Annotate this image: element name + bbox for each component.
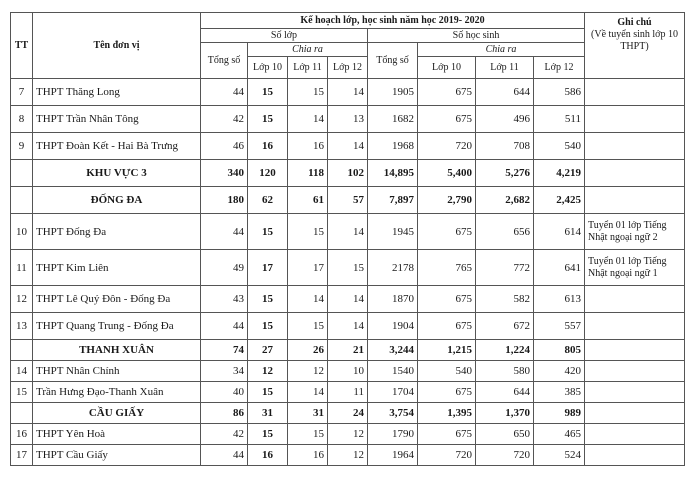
header-plan: Kế hoạch lớp, học sinh năm học 2019- 2020 — [201, 13, 585, 29]
row-classes-g11: 15 — [288, 313, 328, 340]
row-classes-total: 44 — [201, 79, 248, 106]
row-classes-g10: 15 — [248, 79, 288, 106]
row-classes-g12: 13 — [328, 106, 368, 133]
header-students-g11: Lớp 11 — [476, 57, 534, 79]
row-note: Tuyển 01 lớp Tiếng Nhật ngoại ngữ 1 — [585, 250, 685, 286]
row-students-total: 1870 — [368, 286, 418, 313]
header-classes: Số lớp — [201, 29, 368, 43]
row-students-g11: 582 — [476, 286, 534, 313]
row-name: THPT Thăng Long — [33, 79, 201, 106]
table-row — [11, 382, 685, 403]
row-classes-g12: 24 — [328, 403, 368, 424]
row-tt: 7 — [11, 79, 33, 106]
row-classes-g11: 31 — [288, 403, 328, 424]
row-classes-total: 34 — [201, 361, 248, 382]
row-students-g11: 708 — [476, 133, 534, 160]
row-classes-total: 340 — [201, 160, 248, 187]
row-classes-total: 43 — [201, 286, 248, 313]
row-students-g10: 1,395 — [418, 403, 476, 424]
header-classes-g10: Lớp 10 — [248, 57, 288, 79]
header-students: Số học sinh — [368, 29, 585, 43]
row-name: THPT Kim Liên — [33, 250, 201, 286]
row-classes-total: 42 — [201, 424, 248, 445]
row-name: THPT Cầu Giấy — [33, 445, 201, 466]
school-plan-table — [10, 12, 685, 466]
row-tt: 15 — [11, 382, 33, 403]
row-students-g11: 1,370 — [476, 403, 534, 424]
row-students-total: 1682 — [368, 106, 418, 133]
row-students-total: 2178 — [368, 250, 418, 286]
row-classes-g11: 12 — [288, 361, 328, 382]
header-classes-split: Chia ra — [248, 43, 368, 57]
row-students-total: 1790 — [368, 424, 418, 445]
table-body — [11, 79, 685, 466]
row-students-g10: 675 — [418, 79, 476, 106]
row-students-total: 3,754 — [368, 403, 418, 424]
row-classes-g12: 14 — [328, 214, 368, 250]
row-students-g12: 641 — [534, 250, 585, 286]
row-classes-g12: 12 — [328, 424, 368, 445]
row-students-total: 1540 — [368, 361, 418, 382]
note-title: Ghi chú — [617, 17, 652, 28]
row-students-g12: 586 — [534, 79, 585, 106]
row-classes-g11: 16 — [288, 133, 328, 160]
header-classes-g12: Lớp 12 — [328, 57, 368, 79]
row-tt: 14 — [11, 361, 33, 382]
row-classes-g11: 14 — [288, 106, 328, 133]
row-students-g11: 580 — [476, 361, 534, 382]
header-students-split: Chia ra — [418, 43, 585, 57]
row-classes-g12: 11 — [328, 382, 368, 403]
row-classes-total: 44 — [201, 214, 248, 250]
row-note — [585, 340, 685, 361]
row-students-g12: 557 — [534, 313, 585, 340]
row-classes-g11: 15 — [288, 79, 328, 106]
row-name: THPT Yên Hoà — [33, 424, 201, 445]
row-classes-g11: 14 — [288, 286, 328, 313]
row-note — [585, 361, 685, 382]
row-classes-g12: 102 — [328, 160, 368, 187]
row-students-g11: 496 — [476, 106, 534, 133]
row-name: THPT Trần Nhân Tông — [33, 106, 201, 133]
row-students-g11: 656 — [476, 214, 534, 250]
row-classes-g12: 12 — [328, 445, 368, 466]
row-tt: 13 — [11, 313, 33, 340]
row-students-g12: 4,219 — [534, 160, 585, 187]
row-classes-g12: 21 — [328, 340, 368, 361]
row-tt: 12 — [11, 286, 33, 313]
row-classes-total: 46 — [201, 133, 248, 160]
row-classes-g12: 10 — [328, 361, 368, 382]
row-note: Tuyển 01 lớp Tiếng Nhật ngoại ngữ 2 — [585, 214, 685, 250]
row-students-total: 14,895 — [368, 160, 418, 187]
row-note — [585, 403, 685, 424]
row-classes-g12: 14 — [328, 313, 368, 340]
row-note — [585, 286, 685, 313]
row-students-g12: 511 — [534, 106, 585, 133]
row-students-total: 1964 — [368, 445, 418, 466]
row-students-g10: 1,215 — [418, 340, 476, 361]
table-row — [11, 79, 685, 106]
row-classes-g11: 16 — [288, 445, 328, 466]
row-classes-total: 74 — [201, 340, 248, 361]
row-students-g11: 672 — [476, 313, 534, 340]
region-row — [11, 340, 685, 361]
row-students-g10: 765 — [418, 250, 476, 286]
row-students-total: 1904 — [368, 313, 418, 340]
row-students-g12: 614 — [534, 214, 585, 250]
table-row — [11, 133, 685, 160]
row-note — [585, 445, 685, 466]
row-students-g10: 5,400 — [418, 160, 476, 187]
row-name: ĐỐNG ĐA — [33, 187, 201, 214]
row-classes-g10: 15 — [248, 313, 288, 340]
row-students-g10: 675 — [418, 214, 476, 250]
row-students-g10: 675 — [418, 382, 476, 403]
table-row — [11, 445, 685, 466]
row-students-g12: 420 — [534, 361, 585, 382]
row-name: KHU VỰC 3 — [33, 160, 201, 187]
row-tt: 11 — [11, 250, 33, 286]
note-subtitle: (Về tuyển sinh lớp 10 THPT) — [591, 29, 678, 52]
row-note — [585, 187, 685, 214]
row-students-g12: 2,425 — [534, 187, 585, 214]
row-classes-g11: 14 — [288, 382, 328, 403]
row-classes-g10: 16 — [248, 133, 288, 160]
header-classes-g11: Lớp 11 — [288, 57, 328, 79]
row-classes-g10: 16 — [248, 445, 288, 466]
row-name: THPT Quang Trung - Đống Đa — [33, 313, 201, 340]
row-classes-g11: 15 — [288, 214, 328, 250]
row-name: THPT Đống Đa — [33, 214, 201, 250]
row-students-g11: 1,224 — [476, 340, 534, 361]
row-classes-g10: 15 — [248, 424, 288, 445]
row-classes-g10: 15 — [248, 106, 288, 133]
row-students-g11: 5,276 — [476, 160, 534, 187]
row-note — [585, 79, 685, 106]
row-classes-g11: 61 — [288, 187, 328, 214]
row-classes-g10: 15 — [248, 382, 288, 403]
row-classes-g10: 12 — [248, 361, 288, 382]
row-note — [585, 133, 685, 160]
row-students-g12: 805 — [534, 340, 585, 361]
row-students-g10: 675 — [418, 106, 476, 133]
row-classes-total: 42 — [201, 106, 248, 133]
header-students-total: Tổng số — [368, 43, 418, 79]
row-classes-g10: 62 — [248, 187, 288, 214]
row-tt — [11, 187, 33, 214]
row-students-g11: 644 — [476, 382, 534, 403]
header-note — [585, 13, 685, 79]
row-classes-total: 40 — [201, 382, 248, 403]
row-students-g12: 540 — [534, 133, 585, 160]
row-classes-total: 180 — [201, 187, 248, 214]
table-row — [11, 214, 685, 250]
row-students-total: 3,244 — [368, 340, 418, 361]
row-students-g10: 540 — [418, 361, 476, 382]
row-note — [585, 424, 685, 445]
table-row — [11, 250, 685, 286]
row-classes-g12: 14 — [328, 286, 368, 313]
row-classes-g12: 14 — [328, 133, 368, 160]
row-classes-total: 49 — [201, 250, 248, 286]
row-classes-g12: 57 — [328, 187, 368, 214]
row-students-g11: 720 — [476, 445, 534, 466]
row-students-total: 1968 — [368, 133, 418, 160]
row-note — [585, 160, 685, 187]
row-classes-g10: 27 — [248, 340, 288, 361]
row-students-total: 1945 — [368, 214, 418, 250]
header-students-g10: Lớp 10 — [418, 57, 476, 79]
row-students-g12: 989 — [534, 403, 585, 424]
row-students-g10: 720 — [418, 133, 476, 160]
row-name: THPT Lê Quý Đôn - Đống Đa — [33, 286, 201, 313]
row-tt — [11, 403, 33, 424]
row-classes-g10: 31 — [248, 403, 288, 424]
row-students-g10: 2,790 — [418, 187, 476, 214]
header-classes-total: Tổng số — [201, 43, 248, 79]
row-students-total: 7,897 — [368, 187, 418, 214]
row-name: THPT Đoàn Kết - Hai Bà Trưng — [33, 133, 201, 160]
table-row — [11, 313, 685, 340]
row-classes-g10: 120 — [248, 160, 288, 187]
row-students-g10: 675 — [418, 313, 476, 340]
row-tt: 17 — [11, 445, 33, 466]
row-tt: 8 — [11, 106, 33, 133]
table-row — [11, 361, 685, 382]
row-classes-g12: 14 — [328, 79, 368, 106]
row-classes-g10: 15 — [248, 286, 288, 313]
row-tt: 16 — [11, 424, 33, 445]
row-classes-g11: 26 — [288, 340, 328, 361]
region-row — [11, 403, 685, 424]
row-classes-g11: 17 — [288, 250, 328, 286]
row-name: Trần Hưng Đạo-Thanh Xuân — [33, 382, 201, 403]
row-note — [585, 382, 685, 403]
row-tt — [11, 160, 33, 187]
row-note — [585, 313, 685, 340]
row-students-g12: 465 — [534, 424, 585, 445]
row-name: THPT Nhân Chính — [33, 361, 201, 382]
row-classes-g10: 15 — [248, 214, 288, 250]
row-students-g10: 675 — [418, 286, 476, 313]
table-row — [11, 424, 685, 445]
row-classes-total: 86 — [201, 403, 248, 424]
region-row — [11, 187, 685, 214]
row-classes-g12: 15 — [328, 250, 368, 286]
region-row — [11, 160, 685, 187]
header-tt: TT — [11, 13, 33, 79]
row-students-total: 1704 — [368, 382, 418, 403]
row-note — [585, 106, 685, 133]
row-classes-total: 44 — [201, 313, 248, 340]
header-unit: Tên đơn vị — [33, 13, 201, 79]
row-classes-g11: 15 — [288, 424, 328, 445]
row-tt — [11, 340, 33, 361]
row-tt: 10 — [11, 214, 33, 250]
row-students-g12: 385 — [534, 382, 585, 403]
row-students-total: 1905 — [368, 79, 418, 106]
row-students-g11: 650 — [476, 424, 534, 445]
row-students-g10: 675 — [418, 424, 476, 445]
row-students-g11: 772 — [476, 250, 534, 286]
row-students-g11: 644 — [476, 79, 534, 106]
row-students-g12: 613 — [534, 286, 585, 313]
row-tt: 9 — [11, 133, 33, 160]
header-students-g12: Lớp 12 — [534, 57, 585, 79]
table-row — [11, 106, 685, 133]
row-name: CẦU GIẤY — [33, 403, 201, 424]
row-classes-total: 44 — [201, 445, 248, 466]
row-students-g12: 524 — [534, 445, 585, 466]
row-students-g10: 720 — [418, 445, 476, 466]
row-classes-g10: 17 — [248, 250, 288, 286]
row-students-g11: 2,682 — [476, 187, 534, 214]
row-name: THANH XUÂN — [33, 340, 201, 361]
row-classes-g11: 118 — [288, 160, 328, 187]
table-row — [11, 286, 685, 313]
